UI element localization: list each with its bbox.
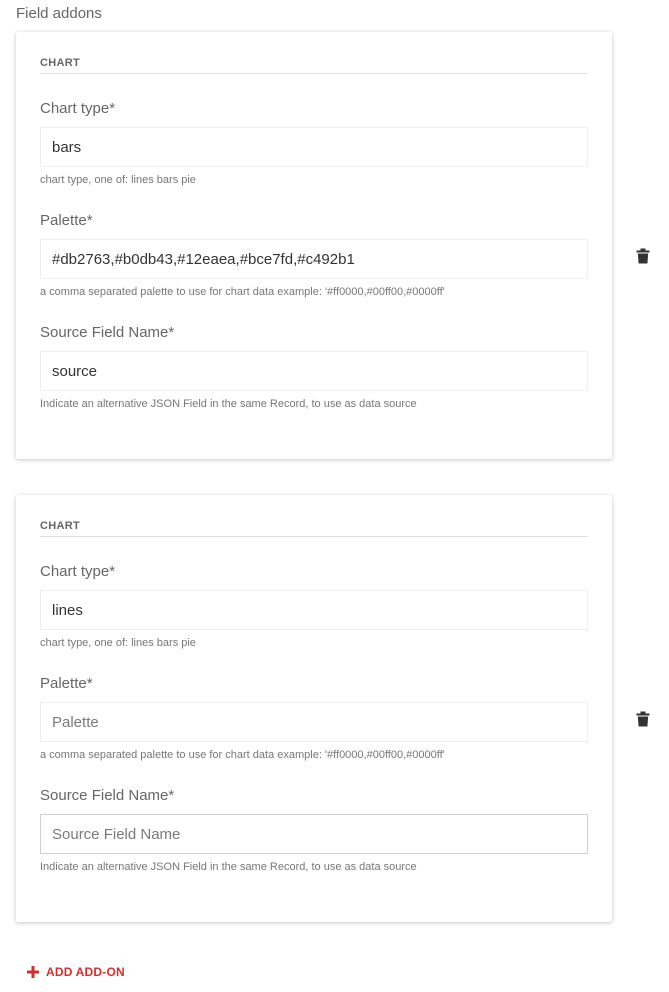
addon-card (16, 495, 612, 922)
addon-card (16, 32, 612, 459)
section-title: Field addons (16, 5, 102, 22)
palette-input[interactable] (40, 702, 588, 742)
palette-label: Palette* (40, 212, 93, 229)
card-header: CHART (40, 520, 588, 537)
palette-help: a comma separated palette to use for chart data example: '#ff0000,#00ff00,#0000ff' (40, 286, 445, 298)
card-header: CHART (40, 57, 588, 74)
trash-icon (636, 711, 650, 727)
chart-type-help: chart type, one of: lines bars pie (40, 174, 196, 186)
source-field-name-label: Source Field Name* (40, 324, 175, 341)
source-field-name-field (40, 787, 588, 873)
source-field-name-help: Indicate an alternative JSON Field in the same Record, to use as data source (40, 398, 417, 410)
add-addon-button[interactable] (27, 965, 125, 979)
source-field-name-input[interactable] (40, 814, 588, 854)
chart-type-label: Chart type* (40, 563, 116, 580)
chart-type-help: chart type, one of: lines bars pie (40, 637, 196, 649)
palette-input[interactable] (40, 239, 588, 279)
source-field-name-field (40, 324, 588, 410)
chart-type-input[interactable] (40, 127, 588, 167)
chart-type-input[interactable] (40, 590, 588, 630)
palette-help: a comma separated palette to use for chart data example: '#ff0000,#00ff00,#0000ff' (40, 749, 445, 761)
chart-type-label: Chart type* (40, 100, 116, 117)
palette-label: Palette* (40, 675, 93, 692)
delete-addon-button[interactable] (636, 711, 650, 727)
chart-type-field (40, 563, 588, 649)
trash-icon (636, 248, 650, 264)
add-addon-label: ADD ADD-ON (46, 965, 125, 979)
plus-icon (27, 966, 39, 978)
source-field-name-label: Source Field Name* (40, 787, 175, 804)
source-field-name-help: Indicate an alternative JSON Field in the same Record, to use as data source (40, 861, 417, 873)
delete-addon-button[interactable] (636, 248, 650, 264)
chart-type-field (40, 100, 588, 186)
source-field-name-input[interactable] (40, 351, 588, 391)
palette-field (40, 212, 588, 298)
palette-field (40, 675, 588, 761)
